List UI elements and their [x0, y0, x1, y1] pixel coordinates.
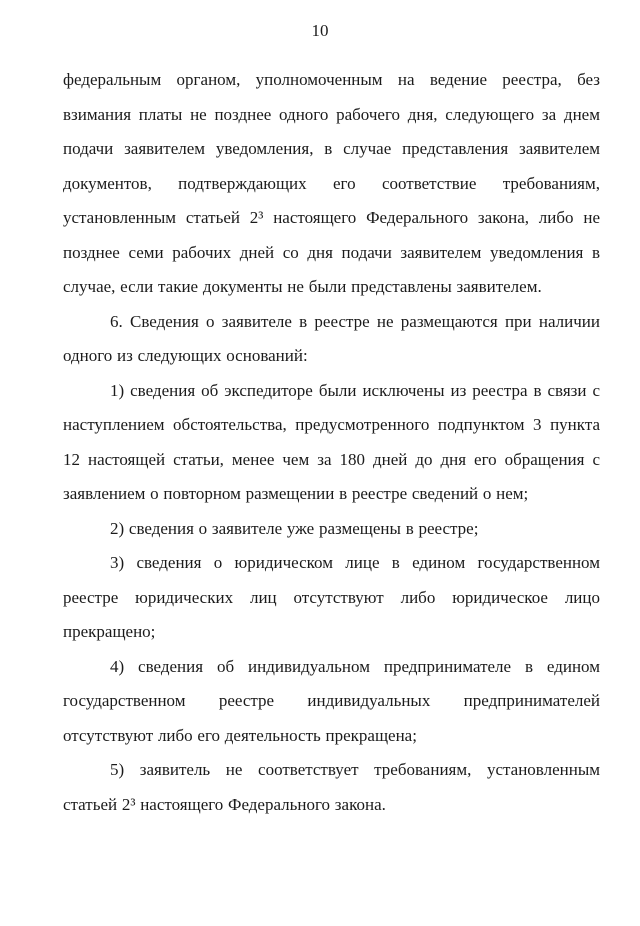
paragraph-subclause-2: 2) сведения о заявителе уже размещены в реестре;: [110, 518, 479, 538]
paragraph-clause-6: 6. Сведения о заявителе в реестре не размещаются при наличии одного из следующих оснований:: [63, 311, 600, 365]
paragraph-subclause-3: 3) сведения о юридическом лице в едином государственном реестре юридических лиц отсутствуют либо юридическое лицо прекращено;: [63, 553, 600, 641]
paragraph-subclause-5: 5) заявитель не соответствует требованиям, установленным статьей 2³ настоящего Федерального закона.: [63, 760, 600, 814]
paragraph-subclause-1: 1) сведения об экспедиторе были исключены из реестра в связи с наступлением обстоятельства, предусмотренного подпунктом 3 пункта 12 настоящей статьи, менее чем за 180 дней до дня его обращения с заявлением о повторном размещении в реестре сведений о нем;: [63, 380, 600, 503]
paragraph-continuation: федеральным органом, уполномоченным на ведение реестра, без взимания платы не позднее одного рабочего дня, следующего за днем подачи заявителем уведомления, в случае представления заявителем документов, подтверждающих его соответствие требованиям, установленным статьей 2³ настоящего Федерального закона, либо не позднее семи рабочих дней со дня подачи заявителем уведомления в случае, если такие документы не были представлены заявителем.: [63, 70, 600, 296]
paragraph-subclause-4: 4) сведения об индивидуальном предпринимателе в едином государственном реестре индивидуальных предпринимателей отсутствуют либо его деятельность прекращена;: [63, 656, 600, 745]
document-body: [63, 63, 600, 822]
page-number: 10: [311, 21, 329, 40]
document-page: [0, 21, 640, 926]
